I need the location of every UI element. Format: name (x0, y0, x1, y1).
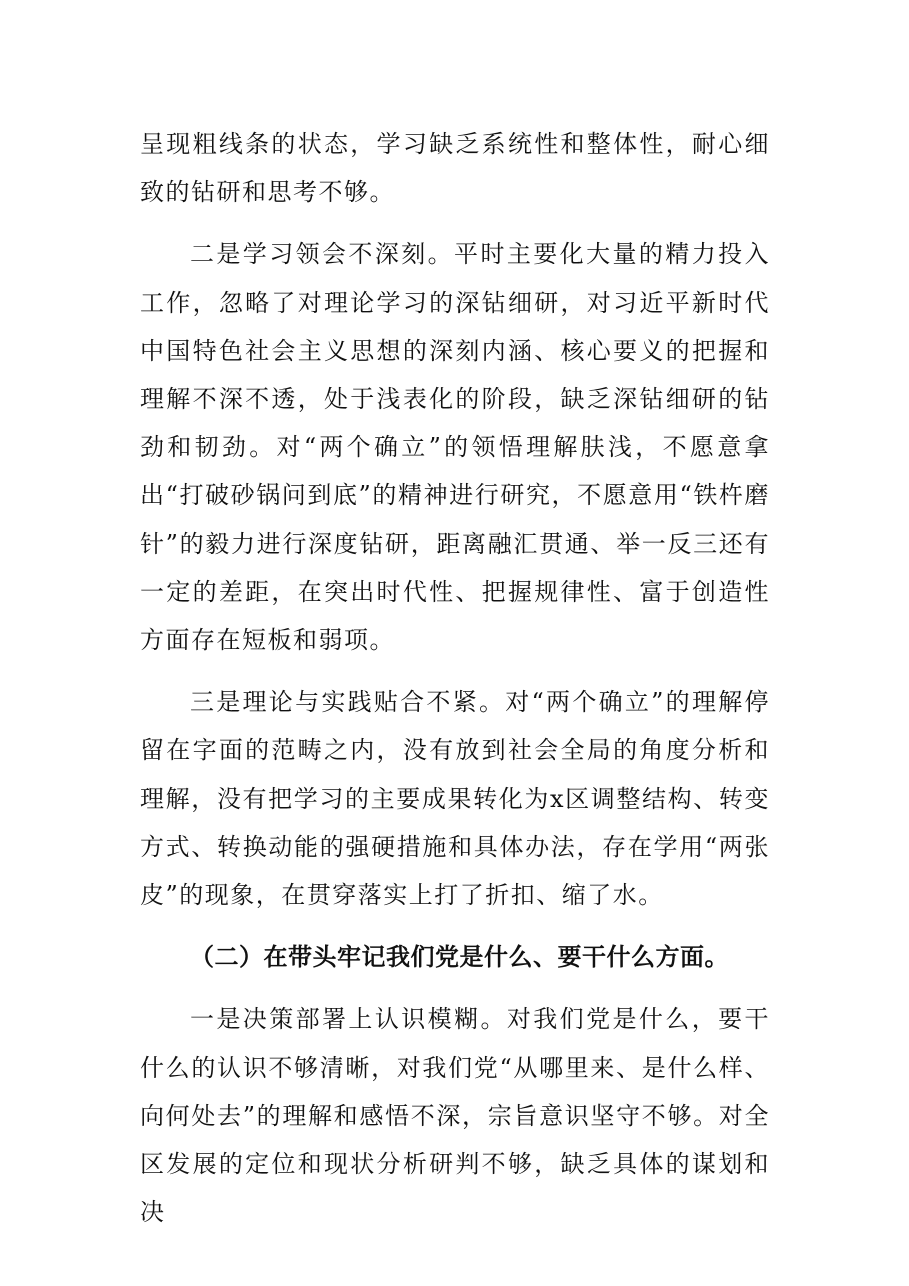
paragraph-decision-deployment: 一是决策部署上认识模糊。对我们党是什么，要干什么的认识不够清晰，对我们党“从哪里来、是什么样、向何处去”的理解和感悟不深，宗旨意识坚守不够。对全区发展的定位和现状分析研判不够，缺乏具体的谋划和决 (140, 1005, 770, 1227)
paragraph-theory-practice: 三是理论与实践贴合不紧。对“两个确立”的理解停留在字面的范畴之内，没有放到社会全局的角度分析和理解，没有把学习的主要成果转化为x区调整结构、转变方式、转换动能的强硬措施和具体办法，存在学用“两张皮”的现象，在贯穿落实上打了折扣、缩了水。 (140, 688, 770, 910)
section-heading: （二）在带头牢记我们党是什么、要干什么方面。 (190, 943, 729, 972)
paragraph-study-not-deep: 二是学习领会不深刻。平时主要化大量的精力投入工作，忽略了对理论学习的深钻细研，对习近平新时代中国特色社会主义思想的深刻内涵、核心要义的把握和理解不深不透，处于浅表化的阶段，缺乏深钻细研的钻劲和韧劲。对“两个确立”的领悟理解肤浅，不愿意拿出“打破砂锅问到底”的精神进行研究，不愿意用“铁杵磨针”的毅力进行深度钻研，距离融汇贯通、举一反三还有一定的差距，在突出时代性、把握规律性、富于创造性方面存在短板和弱项。 (140, 240, 770, 655)
paragraph-continued: 呈现粗线条的状态，学习缺乏系统性和整体性，耐心细致的钻研和思考不够。 (140, 130, 770, 207)
document-body (140, 120, 770, 1250)
